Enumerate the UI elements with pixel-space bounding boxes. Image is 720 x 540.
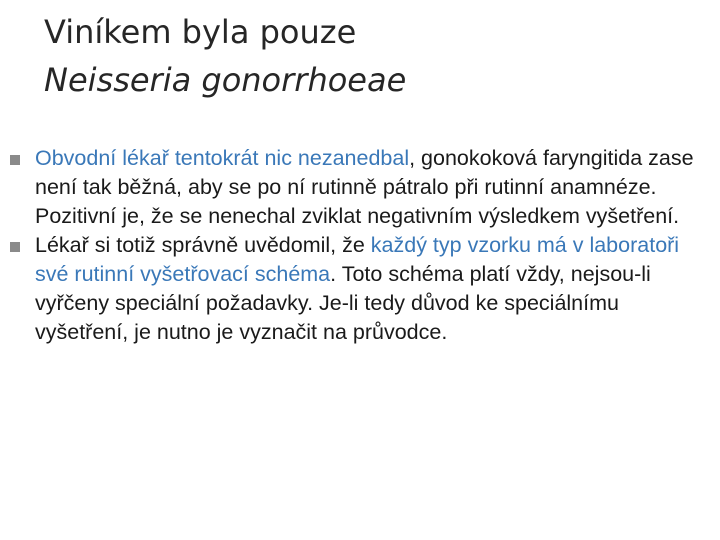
- slide-title: [44, 8, 684, 104]
- title-line-2: Neisseria gonorrhoeae: [44, 61, 407, 99]
- bullet-item-1: [0, 144, 695, 231]
- title-line-1: Viníkem byla pouze: [44, 13, 357, 51]
- square-bullet-icon: [10, 242, 20, 252]
- bullet-2-text-end: . Toto schéma platí vždy, nejsou-li vyřčeny speciální požadavky. Je-li tedy důvod ke speciálnímu vyšetření, je nutno je vyznačit na průvodce.: [35, 262, 651, 344]
- bullet-item-2: [0, 231, 695, 347]
- bullet-1-highlight: Obvodní lékař tentokrát nic nezanedbal: [35, 146, 410, 170]
- bullet-2-text-start: Lékař si totiž správně uvědomil, že: [35, 233, 371, 257]
- square-bullet-icon: [10, 155, 20, 165]
- bullet-2-highlight: každý typ vzorku má v laboratoři své rutinní vyšetřovací schéma: [35, 233, 680, 286]
- bullet-1-text: , gonokoková faryngitida zase není tak běžná, aby se po ní rutinně pátralo při rutinní anamnéze. Pozitivní je, že se nenechal zviklat negativním výsledkem vyšetření.: [35, 146, 694, 228]
- bullet-list: [0, 144, 720, 347]
